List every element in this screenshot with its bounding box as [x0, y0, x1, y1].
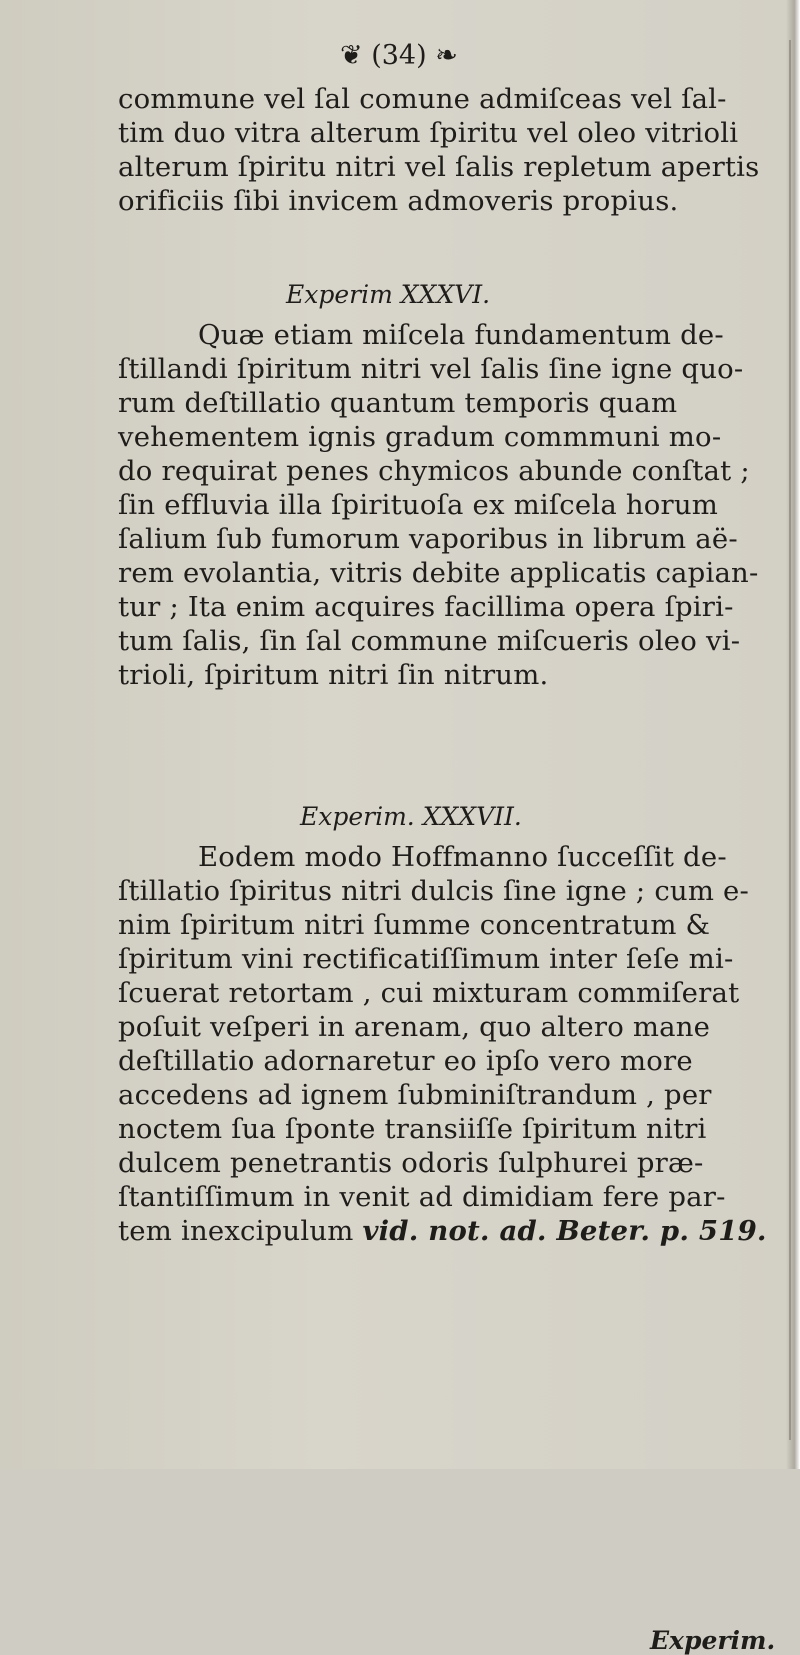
catchword: Experim.	[650, 1626, 776, 1655]
text-line: Eodem modo Hoffmanno ſucceſſit de-	[198, 841, 727, 873]
paragraph-3	[118, 840, 798, 1248]
text-line: orificiis ſibi invicem admoveris propius.	[118, 185, 679, 217]
text-line: vehementem ignis gradum commmuni mo-	[118, 421, 722, 453]
text-line: dulcem penetrantis odoris ſulphurei præ-	[118, 1147, 704, 1179]
text-line: tum ſalis, ſin ſal commune miſcueris oleo vi-	[118, 625, 741, 657]
text-line: alterum ſpiritu nitri vel ſalis repletum apertis	[118, 151, 760, 183]
text-line: commune vel ſal comune admiſceas vel ſal-	[118, 83, 727, 115]
page-header	[340, 36, 458, 76]
paragraph-2	[118, 318, 798, 692]
text-line: ſtantiſſimum in venit ad dimidiam fere par-	[118, 1181, 726, 1213]
ornament-left-icon: ❦	[340, 40, 363, 71]
text-line: Quæ etiam miſcela fundamentum de-	[198, 319, 724, 351]
experiment-heading-37: Experim. XXXVII.	[300, 802, 522, 831]
text-line: ſin effluvia illa ſpirituoſa ex miſcela horum	[118, 489, 719, 521]
ornament-right-icon: ❧	[435, 40, 458, 71]
text-line: ſcuerat retortam , cui mixturam commiſerat	[118, 977, 740, 1009]
text-line: poſuit veſperi in arenam, quo altero mane	[118, 1011, 711, 1043]
text-line: accedens ad ignem ſubminiſtrandum , per	[118, 1079, 712, 1111]
text-line: tur ; Ita enim acquires facillima opera ſpiri-	[118, 591, 734, 623]
text-line: noctem ſua ſponte transiiſſe ſpiritum nitri	[118, 1113, 707, 1145]
text-line: ſalium ſub fumorum vaporibus in librum aë-	[118, 523, 738, 555]
text-line: ſpiritum vini rectificatiſſimum inter ſeſe mi-	[118, 943, 734, 975]
text-line: nim ſpiritum nitri ſumme concentratum &	[118, 909, 711, 941]
experiment-heading-36: Experim XXXVI.	[286, 280, 491, 309]
text-line: deſtillatio adornaretur eo ipſo vero more	[118, 1045, 693, 1077]
text-line: do requirat penes chymicos abunde conſtat ;	[118, 455, 750, 487]
text-line: ſtillandi ſpiritum nitri vel ſalis ſine igne quo-	[118, 353, 744, 385]
last-line-text: tem inexcipulum	[118, 1215, 363, 1247]
reference-citation: vid. not. ad. Beter. p. 519.	[362, 1215, 767, 1247]
text-line: trioli, ſpiritum nitri ſin nitrum.	[118, 659, 549, 691]
text-line-last	[118, 1214, 798, 1248]
paragraph-1	[118, 82, 798, 218]
text-line: ſtillatio ſpiritus nitri dulcis ſine igne ; cum e-	[118, 875, 750, 907]
text-line: rem evolantia, vitris debite applicatis capian-	[118, 557, 759, 589]
text-line: rum deſtillatio quantum temporis quam	[118, 387, 678, 419]
text-line: tim duo vitra alterum ſpiritu vel oleo vitrioli	[118, 117, 739, 149]
page-number: (34)	[371, 40, 427, 71]
